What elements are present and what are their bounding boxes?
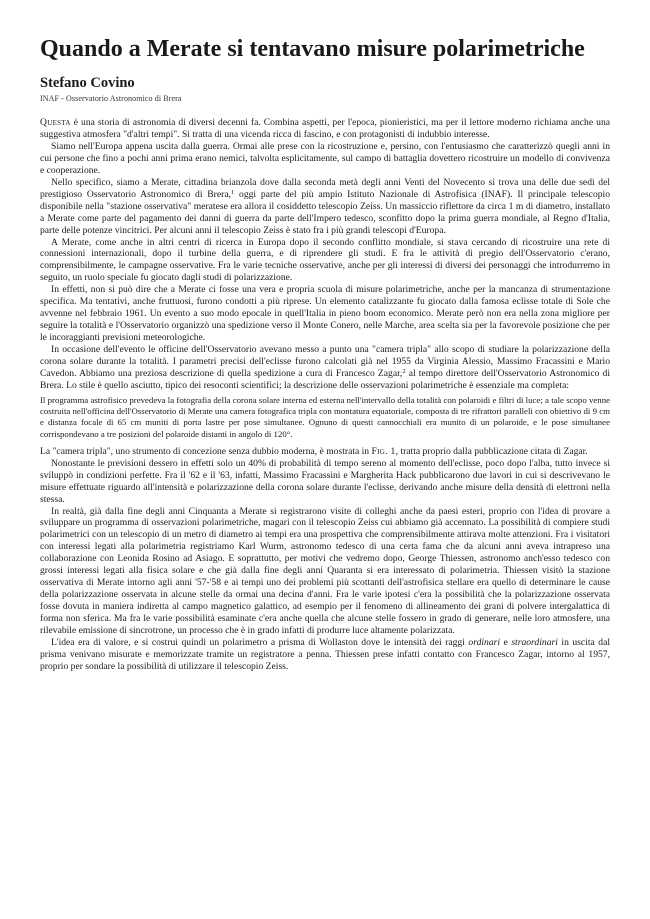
paragraph: Siamo nell'Europa appena uscita dalla guerra. Ormai alle prese con la ricostruzione e, persino, con l'entusiasmo che caratterizzò quegli anni in cui persone che fino a pochi anni prima erano nemici, talvolta esplicitamente, sul campo di battaglia dovettero ricostruire un modello di convivenza e cooperazione. [40,140,610,176]
paragraph: In occasione dell'evento le officine dell'Osservatorio avevano messo a punto una "camera tripla" allo scopo di studiare la polarizzazione della corona solare durante la totalità. I parametri precisi dell'eclisse furono calcolati già nel 1955 da Virginia Alessio, Massimo Fracassini e Mario Cavedon. Abbiamo una preziosa descrizione di quella spedizione a cura di Francesco Zagar,$^2$ al tempo direttore dell'Osservatorio Astronomico di Brera. Lo stile è quello asciutto, tipico dei resoconti scientifici; la descrizione delle osservazioni polarimetriche è essenziale ma completa: [40,344,610,391]
paragraph: Nonostante le previsioni dessero in effetti solo un 40% di probabilità di tempo sereno al momento dell'eclisse, poco dopo l'alba, tutto invece si sviluppò in condizioni perfette. Fra il '62 e il '63, infatti, Massimo Fracassini e Margherita Hack pubblicarono due lavori in cui si descrivevano le misure effettuate riguardo all'intensità e polarizzazione della corona solare durante l'eclisse, derivando anche misure della densità di elettroni nella stessa. [40,457,610,505]
paragraph-intro: Questa è una storia di astronomia di diversi decenni fa. Combina aspetti, per l'epoca, pionieristici, ma per il lettore moderno richiama anche una suggestiva atmosfera "d'altri tempi". Si tratta di una vicenda ricca di fascino, e con protagonisti di indubbio interesse. [40,117,610,140]
paragraph: Nello specifico, siamo a Merate, cittadina brianzola dove dalla seconda metà degli anni Venti del Novecento si trova una delle due sedi del prestigioso Osservatorio Astronomico di Brera,$^1$ oggi parte del più ampio Istituto Nazionale di Astrofisica (INAF). Il principale telescopio disponibile nella "stazione osservativa" meratese era allora il cosiddetto telescopio Zeiss. Un massiccio riflettore da circa 1 m di diametro, installato a Merate come parte del pagamento dei danni di guerra da parte dell'Impero tedesco, sconfitto dopo la prima guerra mondiale, al Regno d'Italia, parte delle potenze vincitrici. Per alcuni anni il telescopio Zeiss è stato fra i più grandi telescopi d'Europa. [40,176,610,236]
footnote-ref[interactable]: 1 [231,188,235,196]
paragraph: La "camera tripla", uno strumento di concezione senza dubbio moderna, è mostrata in Fig. 1, tratta proprio dalla pubblicazione citata di Zagar. [40,445,588,457]
author-affiliation: INAF - Osservatorio Astronomico di Brera [40,94,182,103]
figure-ref[interactable]: Fig. 1 [371,445,396,457]
footnote-ref[interactable]: 2 [402,368,406,376]
paragraph: A Merate, come anche in altri centri di ricerca in Europa dopo il secondo conflitto mondiale, si stava cercando di ricostruire una rete di connessioni internazionali, dopo il turbine della guerra, e di riprendere gli studi. E fra le attività di pregio dell'Osservatorio c'erano, comprensibilmente, le campagne osservative. Fra le varie tecniche osservative, anche per gli interessi di diversi dei personaggi che introdurremo in seguito, un ruolo speciale fu giocato dagli studi di polarizzazione. [40,236,610,284]
paragraph: In realtà, già dalla fine degli anni Cinquanta a Merate si registrarono visite di colleghi anche da paesi esteri, proprio con l'idea di provare a sviluppare un programma di osservazioni polarimetriche, magari con il telescopio Zeiss cui abbiamo già accennato. La possibilità di compiere studi polarimetrici con un telescopio di un metro di diametro ai tempi era una prospettiva che comprensibilmente attirava molte attenzioni. Fra i visitatori con interessi legati alla polarimetria registriamo Karl Wurm, astronomo tedesco di una certa fama che da alcuni anni aveva intrapreso una collaborazione con Leonida Rosino ad Asiago. E soprattutto, per motivi che vedremo dopo, George Thiessen, astronomo anch'esso tedesco con grossi interessi legati alla fisica solare e che già dalla fine degli anni Quaranta si era interessato di polarimetria. Thiessen visitò la stazione osservativa di Merate intorno agli anni '57-'58 e ai tempi uno dei problemi più scottanti dell'astrofisica stellare era quello di determinare le cause della polarizzazione osservata in alcune stelle da ormai una decina d'anni. Fra le varie ipotesi c'era la possibilità che la polarizzazione osservata fosse dovuta in maniera indiretta al campo magnetico galattico, ad esempio per il fenomeno di allineamento dei grani di polvere intergalattica di forma non sferica. Ma fra le varie possibilità esaminate c'era anche quella che alcune stelle fossero in grado di generare, nelle loro atmosfere, una rilevabile emissione di sincrotrone, un processo che è in grado infatti di produrre luce altamente polarizzata. [40,505,610,637]
lead-in-smallcaps: Questa [40,117,71,128]
paragraph: L'idea era di valore, e si costruì quindi un polarimetro a prisma di Wollaston dove le intensità dei raggi ordinari e straordinari in uscita dal prisma venivano misurate e memorizzate tramite un registratore a penna. Thiessen prese infatti contatto con Francesco Zagar, intorno al 1957, proprio per sondare la possibilità di utilizzare il telescopio Zeiss. [40,636,610,672]
author-name: Stefano Covino [40,75,135,91]
article-title: Quando a Merate si tentavano misure polarimetriche [40,36,585,62]
paragraph: In effetti, non si può dire che a Merate ci fosse una vera e propria scuola di misure polarimetriche, anche per la mancanza di strumentazione specifica. Ma tentativi, anche fruttuosi, furono condotti a più riprese. Un elemento catalizzante fu giocato dalla famosa eclisse totale di Sole che avvenne nel febbraio 1961. Un evento a suo modo epocale in quell'Italia in pieno boom economico. Merate però non era nella zona migliore per seguire la totalità e l'Osservatorio organizzò una spedizione verso il Monte Conero, nelle Marche, area scelta sia per la favorevole posizione che per le incoraggianti previsioni meteorologiche. [40,284,610,344]
article-body [40,117,610,673]
block-quote: Il programma astrofisico prevedeva la fotografia della corona solare interna ed esterna nell'intervallo della totalità con polaroidi e filtri di luce; a tale scopo venne costruita nell'officina dell'Osservatorio di Merate una camera fotografica tripla con montatura equatoriale, composta di tre rifrattori paralleli con obiettivo di 9 cm e distanza focale di 65 cm muniti di porta lastre per pose simultanee. Ognuno di questi cannocchiali era munito di un polaroide, e le pose simultanee corrispondevano a tre posizioni del polaroide distanti in angolo di 120°. [40,394,610,439]
